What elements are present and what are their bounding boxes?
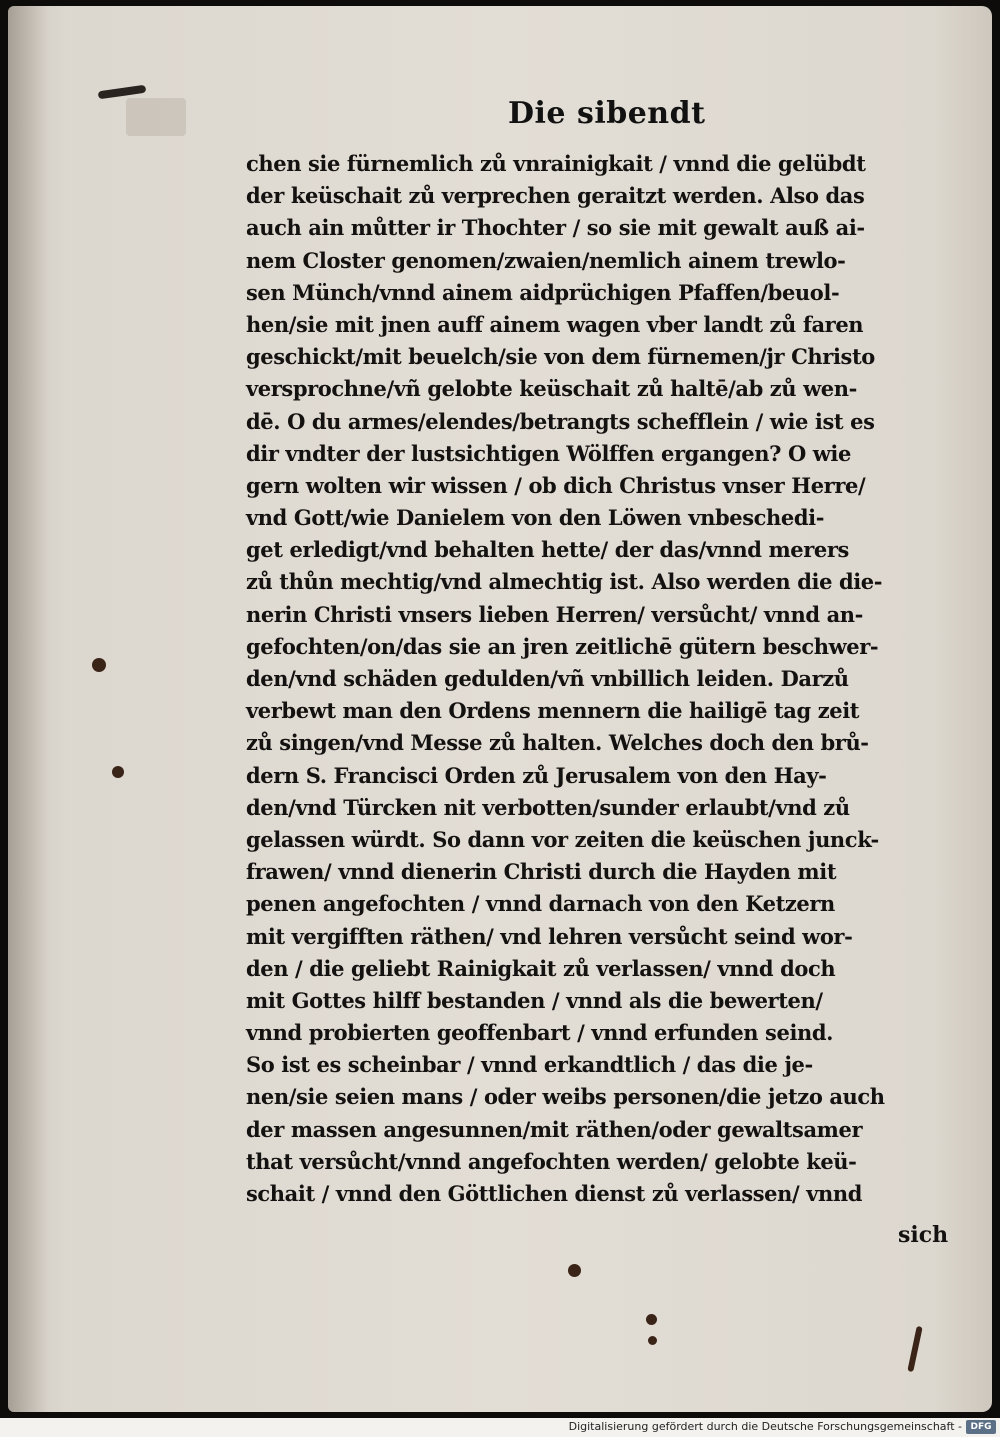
text-line: vnnd probierten geoffenbart / vnnd erfunden seind. [246, 1020, 834, 1046]
text-line: gefochten/on/das sie an jren zeitlichē gütern beschwer- [246, 633, 879, 659]
text-line: So ist es scheinbar / vnnd erkandtlich / das die je- [246, 1052, 813, 1078]
stain-mark [907, 1326, 922, 1372]
text-line: den/vnd Türcken nit verbotten/sunder erlaubt/vnd zů [246, 794, 850, 820]
text-line: gern wolten wir wissen / ob dich Christus vnser Herre/ [246, 472, 866, 498]
text-line: penen angefochten / vnnd darnach von den Ketzern [246, 891, 835, 917]
stain-dot [112, 766, 124, 778]
text-line: that versůcht/vnnd angefochten werden/ gelobte keü- [246, 1148, 857, 1174]
footer-bar [0, 1418, 1000, 1437]
stain-dot [92, 658, 106, 672]
text-line: zů singen/vnd Messe zů halten. Welches doch den brů- [246, 730, 869, 756]
text-line: chen sie fürnemlich zů vnrainigkait / vnnd die gelübdt [246, 151, 866, 176]
text-line: der keüschait zů verprechen geraitzt werden. Also das [246, 183, 865, 209]
text-line: auch ain můtter ir Thochter / so sie mit gewalt auß ai- [246, 215, 865, 241]
text-line: mit Gottes hilff bestanden / vnnd als die bewerten/ [246, 987, 823, 1013]
text-line: sen Münch/vnnd ainem aidprüchigen Pfaffen/beuol- [246, 279, 840, 305]
body-text [246, 148, 948, 1210]
text-line: zů thůn mechtig/vnd almechtig ist. Also werden die die- [246, 569, 883, 595]
bleed-through-mark [126, 98, 186, 136]
funding-credit: Digitalisierung gefördert durch die Deutsche Forschungsgemeinschaft - [568, 1420, 962, 1433]
text-line: dern S. Francisci Orden zů Jerusalem von den Hay- [246, 762, 827, 788]
stain-dot [568, 1264, 581, 1277]
text-line: hen/sie mit jnen auff ainem wagen vber landt zů faren [246, 311, 864, 337]
text-line: den / die geliebt Rainigkait zů verlassen/ vnnd doch [246, 955, 836, 981]
stain-dot [648, 1336, 657, 1345]
text-line: get erledigt/vnd behalten hette/ der das/vnnd merers [246, 537, 849, 563]
dfg-logo-icon: DFG [966, 1420, 996, 1434]
text-line: dē. O du armes/elendes/betrangts schefflein / wie ist es [246, 408, 875, 434]
stain-dot [646, 1314, 657, 1325]
book-page [8, 6, 992, 1412]
text-line: mit vergifften räthen/ vnd lehren versůcht seind wor- [246, 923, 853, 949]
text-line: nerin Christi vnsers lieben Herren/ versůcht/ vnnd an- [246, 601, 863, 627]
text-line: schait / vnnd den Göttlichen dienst zů verlassen/ vnnd [246, 1181, 863, 1206]
text-line: verbewt man den Ordens mennern die hailigē tag zeit [246, 698, 860, 724]
text-line: dir vndter der lustsichtigen Wölffen ergangen? O wie [246, 440, 851, 466]
text-line: geschickt/mit beuelch/sie von dem fürnemen/jr Christo [246, 344, 875, 370]
text-line: der massen angesunnen/mit räthen/oder gewaltsamer [246, 1116, 863, 1142]
text-line: versprochne/vñ gelobte keüschait zů haltē/ab zů wen- [246, 376, 857, 402]
text-line: frawen/ vnnd dienerin Christi durch die Hayden mit [246, 859, 837, 885]
text-line: nen/sie seien mans / oder weibs personen/die jetzo auch [246, 1084, 885, 1110]
text-line: den/vnd schäden gedulden/vñ vnbillich leiden. Darzů [246, 666, 849, 691]
text-line: vnd Gott/wie Danielem von den Löwen vnbeschedi- [246, 505, 825, 531]
running-head: Die sibendt [508, 96, 706, 131]
text-line: nem Closter genomen/zwaien/nemlich ainem trewlo- [246, 247, 846, 273]
text-line: gelassen würdt. So dann vor zeiten die keüschen junck- [246, 826, 879, 852]
catchword: sich [898, 1222, 949, 1248]
